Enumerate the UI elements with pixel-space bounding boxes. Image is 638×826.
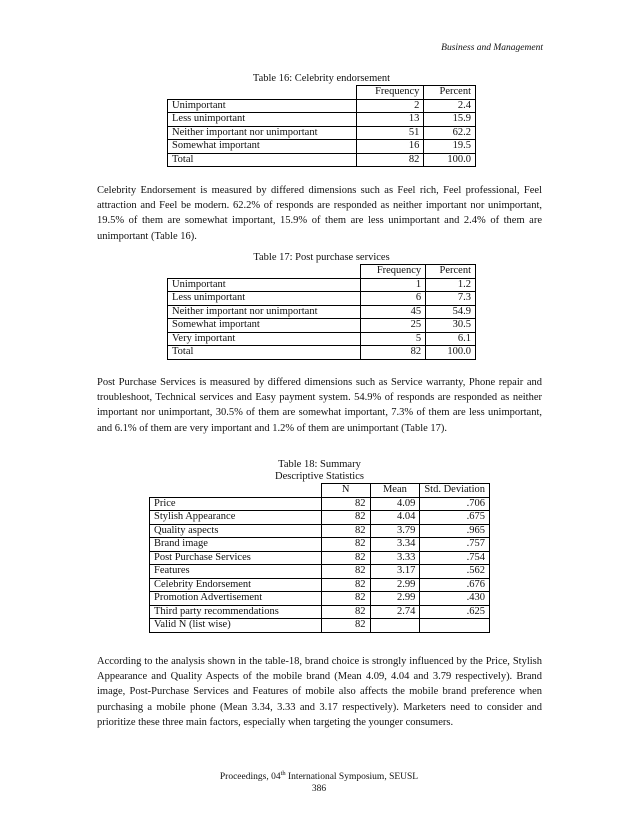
table-row [168, 292, 476, 306]
table-16 [167, 85, 476, 167]
table-row [150, 619, 490, 633]
paragraph-analysis-summary: According to the analysis shown in the table-18, brand choice is strongly influenced by the Price, Stylish Appearance and Quality Aspects of the mobile brand (Mean 4.09, 4.04 and 3.79 respectively). Brand image, Post-Purchase Services and Features of mobile also affects the mobile brand preference when purchasing a mobile phone (Mean 3.34, 3.33 and 3.17 respectively). Marketers need to consider and prioritize these three main factors, especially when targeting the younger consumers. [97, 656, 542, 728]
column-header: Percent [426, 265, 476, 279]
table-16-caption: Table 16: Celebrity endorsement [252, 73, 391, 84]
row-label: Post Purchase Services [150, 551, 322, 565]
cell-sd: .562 [420, 565, 490, 579]
column-header: Frequency [360, 265, 426, 279]
table-row [150, 578, 490, 592]
row-label: Celebrity Endorsement [150, 578, 322, 592]
cell-mean: 2.99 [370, 592, 420, 606]
footer-superscript: th [280, 770, 286, 777]
cell-freq: 82 [356, 153, 424, 167]
row-label: Total [168, 153, 357, 167]
cell-freq: 2 [356, 99, 424, 113]
cell-n: 82 [321, 592, 370, 606]
cell-mean: 2.74 [370, 605, 420, 619]
cell-pct: 1.2 [426, 278, 476, 292]
table-row [168, 126, 476, 140]
table-18-caption: Table 18: Summary [278, 459, 361, 470]
cell-mean: 4.04 [370, 511, 420, 525]
column-header: Percent [424, 86, 476, 100]
table-header-row [168, 86, 476, 100]
column-header: N [321, 484, 370, 498]
row-label: Quality aspects [150, 524, 322, 538]
footer-proceedings [0, 770, 638, 782]
cell-pct: 19.5 [424, 140, 476, 154]
cell-sd: .675 [420, 511, 490, 525]
table-18 [149, 483, 490, 633]
cell-mean: 4.09 [370, 497, 420, 511]
cell-freq: 82 [360, 346, 426, 360]
cell-pct: 54.9 [426, 305, 476, 319]
cell-n: 82 [321, 511, 370, 525]
cell-sd [420, 619, 490, 633]
table-header-row [150, 484, 490, 498]
footer-text-pre: Proceedings, 04 [219, 772, 281, 783]
cell-n: 82 [321, 565, 370, 579]
footer-text-post: International Symposium, SEUSL [285, 772, 419, 783]
cell-n: 82 [321, 619, 370, 633]
running-header: Business and Management [441, 43, 543, 53]
cell-n: 82 [321, 524, 370, 538]
cell-freq: 51 [356, 126, 424, 140]
cell-sd: .757 [420, 538, 490, 552]
cell-mean: 3.33 [370, 551, 420, 565]
header-blank [150, 484, 322, 498]
cell-n: 82 [321, 605, 370, 619]
row-label: Total [168, 346, 361, 360]
table-row [168, 153, 476, 167]
column-header: Mean [370, 484, 420, 498]
cell-mean: 3.34 [370, 538, 420, 552]
header-blank [168, 265, 361, 279]
row-label: Unimportant [168, 99, 357, 113]
cell-pct: 100.0 [426, 346, 476, 360]
paragraph-post-purchase-services: Post Purchase Services is measured by differed dimensions such as Service warranty, Phone repair and troubleshoot, Technical services and Easy payment system. 54.9% of responds are responded as neither important nor unimportant, 30.5% of them are somewhat important, 7.3% of them are less unimportant, and 6.1% of them are very important and 1.2% of them are unimportant (Table 17). [97, 377, 542, 434]
cell-sd: .706 [420, 497, 490, 511]
row-label: Unimportant [168, 278, 361, 292]
row-label: Somewhat important [168, 319, 361, 333]
column-header: Frequency [356, 86, 424, 100]
table-row [150, 551, 490, 565]
cell-pct: 6.1 [426, 332, 476, 346]
table-row [168, 140, 476, 154]
row-label: Price [150, 497, 322, 511]
cell-n: 82 [321, 497, 370, 511]
table-row [150, 538, 490, 552]
cell-mean: 2.99 [370, 578, 420, 592]
table-row [150, 524, 490, 538]
table-row [150, 497, 490, 511]
table-row [168, 278, 476, 292]
header-blank [168, 86, 357, 100]
table-row [168, 346, 476, 360]
cell-pct: 7.3 [426, 292, 476, 306]
table-17 [167, 264, 476, 360]
cell-freq: 45 [360, 305, 426, 319]
row-label: Neither important nor unimportant [168, 126, 357, 140]
row-label: Third party recommendations [150, 605, 322, 619]
row-label: Valid N (list wise) [150, 619, 322, 633]
cell-pct: 30.5 [426, 319, 476, 333]
cell-freq: 5 [360, 332, 426, 346]
table-row [168, 113, 476, 127]
table-row [150, 565, 490, 579]
cell-sd: .754 [420, 551, 490, 565]
cell-n: 82 [321, 538, 370, 552]
table-17-caption: Table 17: Post purchase services [253, 252, 390, 263]
cell-freq: 13 [356, 113, 424, 127]
row-label: Features [150, 565, 322, 579]
cell-n: 82 [321, 578, 370, 592]
row-label: Brand image [150, 538, 322, 552]
table-18-subcaption: Descriptive Statistics [275, 471, 364, 482]
cell-mean [370, 619, 420, 633]
table-row [150, 592, 490, 606]
table-header-row [168, 265, 476, 279]
cell-pct: 15.9 [424, 113, 476, 127]
row-label: Somewhat important [168, 140, 357, 154]
row-label: Less unimportant [168, 292, 361, 306]
table-row [168, 305, 476, 319]
cell-freq: 16 [356, 140, 424, 154]
table-row [168, 332, 476, 346]
cell-pct: 100.0 [424, 153, 476, 167]
column-header: Std. Deviation [420, 484, 490, 498]
table-row [150, 605, 490, 619]
cell-mean: 3.17 [370, 565, 420, 579]
cell-sd: .965 [420, 524, 490, 538]
cell-mean: 3.79 [370, 524, 420, 538]
row-label: Stylish Appearance [150, 511, 322, 525]
row-label: Very important [168, 332, 361, 346]
page-number: 386 [311, 784, 327, 794]
cell-pct: 62.2 [424, 126, 476, 140]
cell-pct: 2.4 [424, 99, 476, 113]
table-17-block [167, 252, 476, 360]
cell-freq: 6 [360, 292, 426, 306]
cell-sd: .430 [420, 592, 490, 606]
cell-sd: .625 [420, 605, 490, 619]
cell-freq: 25 [360, 319, 426, 333]
row-label: Promotion Advertisement [150, 592, 322, 606]
row-label: Neither important nor unimportant [168, 305, 361, 319]
table-18-block [149, 459, 490, 633]
cell-sd: .676 [420, 578, 490, 592]
table-row [150, 511, 490, 525]
paragraph-celebrity-endorsement: Celebrity Endorsement is measured by differed dimensions such as Feel rich, Feel professional, Feel attraction and Feel be modern. 62.2% of responds are responded as neither important nor unimportant, 19.5% of them are somewhat important, 15.9% of them are less unimportant and 2.4% of them are unimportant (Table 16). [97, 185, 542, 242]
cell-n: 82 [321, 551, 370, 565]
table-16-block [167, 73, 476, 167]
row-label: Less unimportant [168, 113, 357, 127]
table-row [168, 319, 476, 333]
cell-freq: 1 [360, 278, 426, 292]
table-row [168, 99, 476, 113]
